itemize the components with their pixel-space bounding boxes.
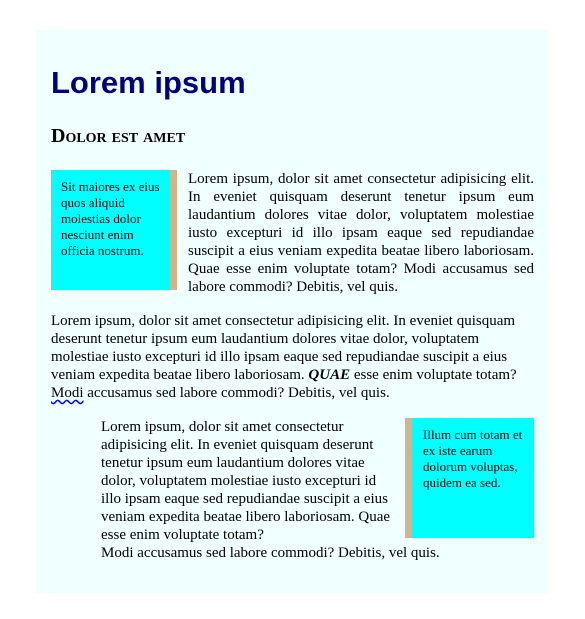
sidebar-note-left: Sit maiores ex eius quos aliquid molestias dolor nesciunt enim officia nostrum.	[51, 170, 177, 290]
paragraph-2-text: Lorem ipsum, dolor sit amet consectetur adipisicing elit. In eveniet quisquam deserunt tenetur ipsum eum laudantium dolores vitae dolor, voluptatem molestiae iusto excepturi id illo ipsam eaque sed repudiandae suscipit a eius veniam expedita beatae libero laboriosam.	[51, 313, 516, 383]
paragraph-3: Lorem ipsum, dolor sit amet consectetur adipisicing elit. In eveniet quisquam deserunt tenetur ipsum eum laudantium dolores vitae dolor, voluptatem molestiae iusto excepturi id illo ipsam eaque sed repudiandae suscipit a eius veniam expedita beatae libero laboriosam. Quae esse enim voluptate totam?	[101, 419, 391, 543]
paragraph-2-middle: esse enim voluptate totam?	[350, 367, 517, 383]
paragraph-2	[51, 312, 535, 402]
page-title: Lorem ipsum	[51, 65, 246, 100]
spellcheck-flagged-word[interactable]: Modi	[51, 385, 84, 401]
paragraph-2-end: accusamus sed labore commodi? Debitis, vel quis.	[83, 385, 390, 401]
document-page	[36, 30, 548, 593]
paragraph-3-end: Modi accusamus sed labore commodi? Debitis, vel quis.	[101, 545, 440, 561]
sidebar-note-right: Illum cum totam et ex iste earum dolorum voluptas, quidem ea sed.	[405, 418, 534, 538]
paragraph-1: Lorem ipsum, dolor sit amet consectetur adipisicing elit. In eveniet quisquam deserunt tenetur ipsum eum laudantium dolores vitae dolor, voluptatem molestiae iusto excepturi id illo ipsam eaque sed repudiandae suscipit a eius veniam expedita beatae libero laboriosam. Quae esse enim voluptate totam? Modi accusamus sed labore commodi? Debitis, vel quis.	[188, 171, 534, 295]
section-subtitle: Dolor est amet	[51, 125, 186, 147]
emphasized-word: QUAE	[308, 367, 351, 383]
